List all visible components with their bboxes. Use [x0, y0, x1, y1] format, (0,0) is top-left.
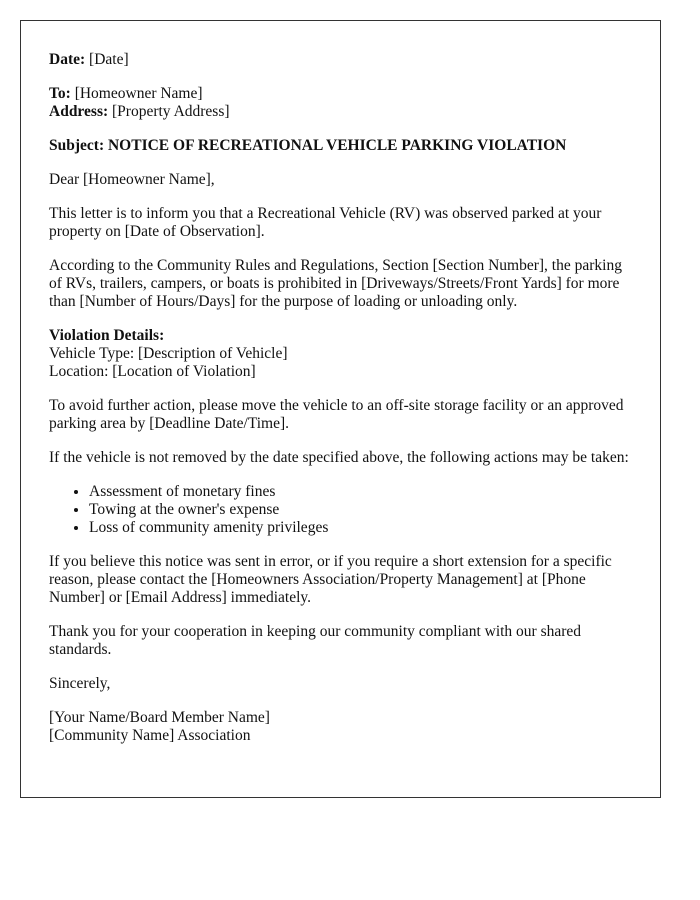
- intro-paragraph: This letter is to inform you that a Recreational Vehicle (RV) was observed parked at your property on [Date of Observation].: [49, 205, 602, 240]
- vehicle-type: Vehicle Type: [Description of Vehicle]: [49, 345, 288, 362]
- subject-label: Subject:: [49, 137, 105, 154]
- thanks-paragraph: Thank you for your cooperation in keeping our community compliant with our shared standards.: [49, 623, 582, 658]
- signature-block: [49, 709, 630, 745]
- address-line: [49, 103, 630, 121]
- signature-name: [Your Name/Board Member Name]: [49, 709, 270, 726]
- salutation: Dear [Homeowner Name],: [49, 171, 215, 188]
- to-label: To:: [49, 85, 71, 102]
- date-line: [49, 51, 630, 69]
- to-line: [49, 85, 630, 103]
- consequences-intro: If the vehicle is not removed by the date specified above, the following actions may be taken:: [49, 449, 629, 466]
- list-item: • Loss of community amenity privileges: [89, 519, 630, 537]
- closing: Sincerely,: [49, 675, 111, 692]
- list-item: • Towing at the owner's expense: [89, 501, 630, 519]
- address-label: Address:: [49, 103, 109, 120]
- to-value: [Homeowner Name]: [70, 85, 203, 102]
- date-value: [Date]: [85, 51, 129, 68]
- violation-details-heading: Violation Details:: [49, 327, 165, 344]
- address-value: [Property Address]: [108, 103, 230, 120]
- action-request-paragraph: To avoid further action, please move the vehicle to an off-site storage facility or an approved parking area by [Deadline Date/Time].: [49, 397, 624, 432]
- subject-value: NOTICE OF RECREATIONAL VEHICLE PARKING VIOLATION: [104, 137, 567, 154]
- signature-organization: [Community Name] Association: [49, 727, 251, 744]
- violation-location: Location: [Location of Violation]: [49, 363, 256, 380]
- rules-paragraph: According to the Community Rules and Regulations, Section [Section Number], the parking of RVs, trailers, campers, or boats is prohibited in [Driveways/Streets/Front Yards] for more than [Number of Hours/Days] for the purpose of loading or unloading only.: [49, 257, 622, 310]
- violation-details: [49, 327, 630, 381]
- subject-line: [49, 137, 630, 155]
- consequences-list: [49, 483, 630, 537]
- contact-paragraph: If you believe this notice was sent in error, or if you require a short extension for a specific reason, please contact the [Homeowners Association/Property Management] at [Phone Number] or [Email Address] immediately.: [49, 553, 612, 606]
- list-item: • Assessment of monetary fines: [89, 483, 630, 501]
- recipient-block: [49, 85, 630, 121]
- letter-container: [20, 20, 661, 798]
- date-label: Date:: [49, 51, 86, 68]
